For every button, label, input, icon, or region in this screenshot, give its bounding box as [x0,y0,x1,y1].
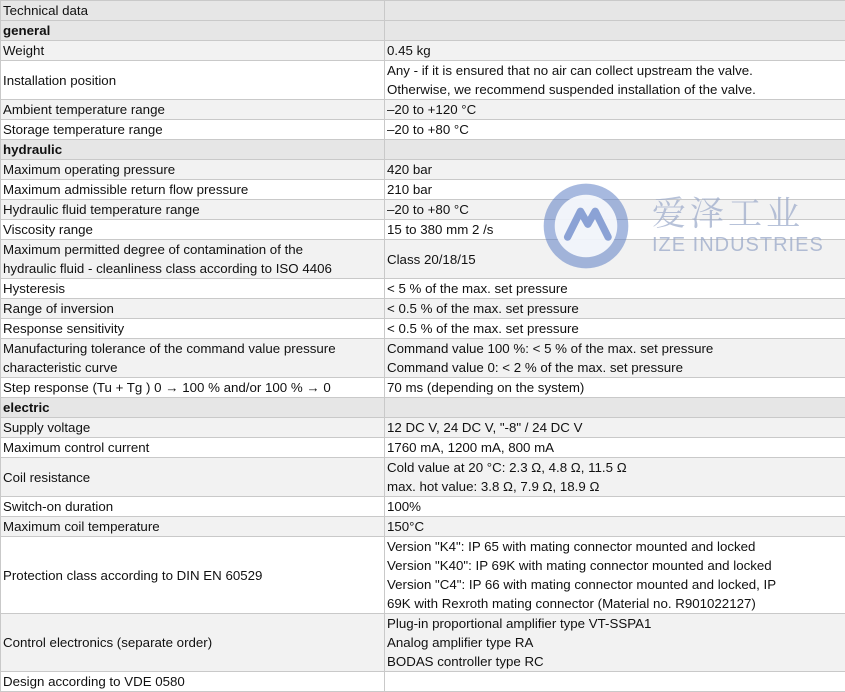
section-row [1,21,845,41]
row-value: < 0.5 % of the max. set pressure [385,299,845,319]
row-value [385,458,845,497]
row-label: Switch-on duration [1,497,385,517]
table-row [1,319,845,339]
table-row [1,614,845,672]
table-row [1,458,845,497]
value-line: BODAS controller type RC [387,652,843,671]
value-line: Otherwise, we recommend suspended installation of the valve. [387,80,843,99]
row-label: Maximum admissible return flow pressure [1,180,385,200]
table-row [1,517,845,537]
section-row [1,398,845,418]
row-label: Supply voltage [1,418,385,438]
table-row [1,200,845,220]
value-line: Version "C4": IP 66 with mating connector mounted and locked, IP [387,575,843,594]
row-value: 150°C [385,517,845,537]
table-row [1,339,845,378]
label-line: Manufacturing tolerance of the command value pressure [3,339,382,358]
table-row [1,61,845,100]
value-line: Analog amplifier type RA [387,633,843,652]
row-value: 1760 mA, 1200 mA, 800 mA [385,438,845,458]
row-value: 70 ms (depending on the system) [385,378,845,398]
label-line: hydraulic fluid - cleanliness class according to ISO 4406 [3,259,382,278]
row-label: Maximum control current [1,438,385,458]
row-value: 12 DC V, 24 DC V, "-8" / 24 DC V [385,418,845,438]
value-line: Command value 0: < 2 % of the max. set pressure [387,358,843,377]
row-label: Step response (Tu + Tg ) 0 → 100 % and/or 100 % → 0 [1,378,385,398]
row-label: Maximum coil temperature [1,517,385,537]
section-general: general [1,21,385,41]
table-row [1,240,845,279]
row-value: 100% [385,497,845,517]
value-line: Version "K4": IP 65 with mating connector mounted and locked [387,537,843,556]
row-label: Weight [1,41,385,61]
row-value: 210 bar [385,180,845,200]
row-value: 420 bar [385,160,845,180]
row-value: –20 to +80 °C [385,120,845,140]
row-label [1,339,385,378]
table-row [1,100,845,120]
table-row [1,160,845,180]
section-hydraulic: hydraulic [1,140,385,160]
table-row [1,537,845,614]
table-row [1,41,845,61]
row-value [385,339,845,378]
table-row [1,497,845,517]
row-label: Viscosity range [1,220,385,240]
table-row [1,279,845,299]
row-label: Range of inversion [1,299,385,319]
table-row [1,672,845,692]
row-label: Hysteresis [1,279,385,299]
table-caption-row [1,1,845,21]
row-label: Maximum operating pressure [1,160,385,180]
row-value: 15 to 380 mm 2 /s [385,220,845,240]
row-label: Control electronics (separate order) [1,614,385,672]
label-line: Maximum permitted degree of contamination of the [3,240,382,259]
row-value [385,672,845,692]
value-line: 69K with Rexroth mating connector (Material no. R901022127) [387,594,843,613]
table-row [1,120,845,140]
value-line: Cold value at 20 °C: 2.3 Ω, 4.8 Ω, 11.5 Ω [387,458,843,477]
table-caption: Technical data [1,1,385,21]
row-value: Class 20/18/15 [385,240,845,279]
row-label [1,240,385,279]
watermark-cn: 爱泽工业 [652,186,804,235]
row-value [385,614,845,672]
row-label: Coil resistance [1,458,385,497]
table-caption-empty [385,1,845,21]
section-row [1,140,845,160]
value-line: Any - if it is ensured that no air can collect upstream the valve. [387,61,843,80]
row-value: < 5 % of the max. set pressure [385,279,845,299]
table-row [1,438,845,458]
watermark-en: IZE INDUSTRIES [652,234,824,257]
value-line: max. hot value: 3.8 Ω, 7.9 Ω, 18.9 Ω [387,477,843,496]
table-row [1,378,845,398]
section-electric: electric [1,398,385,418]
label-line: characteristic curve [3,358,382,377]
row-value: 0.45 kg [385,41,845,61]
table-row [1,299,845,319]
row-label: Protection class according to DIN EN 60529 [1,537,385,614]
row-label: Hydraulic fluid temperature range [1,200,385,220]
row-value: –20 to +80 °C [385,200,845,220]
row-value: –20 to +120 °C [385,100,845,120]
table-row [1,220,845,240]
row-label: Storage temperature range [1,120,385,140]
value-line: Plug-in proportional amplifier type VT-SSPA1 [387,614,843,633]
value-line: Command value 100 %: < 5 % of the max. set pressure [387,339,843,358]
row-label: Ambient temperature range [1,100,385,120]
row-label: Installation position [1,61,385,100]
row-value: < 0.5 % of the max. set pressure [385,319,845,339]
row-label: Design according to VDE 0580 [1,672,385,692]
table-row [1,418,845,438]
row-value [385,537,845,614]
value-line: Version "K40": IP 69K with mating connector mounted and locked [387,556,843,575]
table-row [1,180,845,200]
row-label: Response sensitivity [1,319,385,339]
row-value [385,61,845,100]
